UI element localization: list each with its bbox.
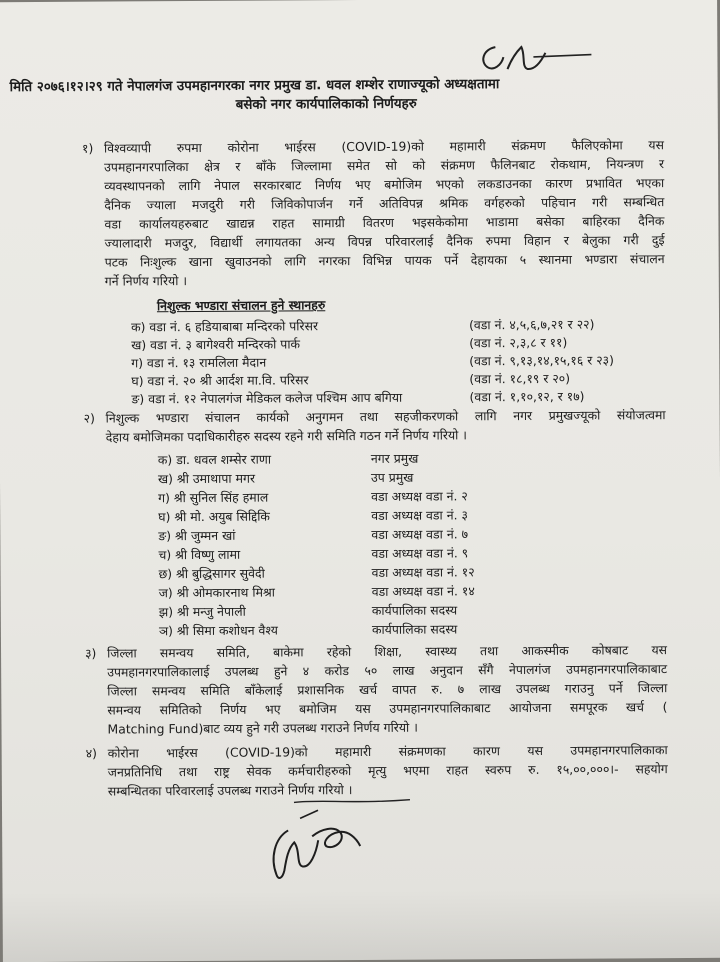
decision-text-line: व्यवस्थापनको लागि नेपाल सरकारबाट निर्णय भए बमोजिम भएको लकडाउनका कारण प्रभावित भएका xyxy=(104,175,665,194)
member-name: झ) श्री मन्जु नेपाली xyxy=(158,603,246,620)
decision-number: ३) xyxy=(85,645,97,661)
decision-text-line: दैनिक ज्याला मजदुरी गरी जिविकोपार्जन गर्ने अतिविपन्न श्रमिक वर्गहरुको पहिचान गरी सम्बन्धित xyxy=(104,194,665,213)
bottom-signature xyxy=(260,808,370,889)
decision-number: २) xyxy=(83,410,95,426)
member-name: ङ) श्री जुम्मन खां xyxy=(158,527,236,544)
decision-text-line: उपमहानगरपालिकालाई उपलब्ध हुने ४ करोड ५० लाख अनुदान सँगै नेपालगंज उपमहानगरपालिकाबाट xyxy=(107,661,668,680)
page-shadow xyxy=(3,888,720,962)
member-role: वडा अध्यक्ष वडा नं. ३ xyxy=(371,507,468,523)
member-role: नगर प्रमुख xyxy=(370,450,419,466)
document-title-line-1: मिति २०७६।१२।२९ गते नेपालगंज उपमहानगरका नगर प्रमुख डा. धवल शम्शेर राणाज्यूको अध्यक्षतामा xyxy=(9,77,500,96)
member-role: वडा अध्यक्ष वडा नं. २ xyxy=(371,488,468,504)
member-role: वडा अध्यक्ष वडा नं. १४ xyxy=(371,583,475,599)
locations-subheading: निशुल्क भण्डारा संचालन हुने स्थानहरु xyxy=(156,297,326,314)
location-item: ग) वडा नं. १३ रामलिला मैदान xyxy=(131,354,267,371)
member-name: क) डा. धवल शम्सेर राणा xyxy=(157,451,272,468)
location-wards: (वडा नं. ९,१३,१४,१५,१६ र २३) xyxy=(469,352,614,369)
decision-text-line: कोरोना भाईरस (COVID-19)को महामारी संक्रमणका कारण यस उपमहानगरपालिकाका xyxy=(107,742,668,761)
document-title-line-2: बसेको नगर कार्यपालिकाको निर्णयहरु xyxy=(235,96,417,113)
location-item: क) वडा नं. ६ हडियाबाबा मन्दिरको परिसर xyxy=(131,318,319,335)
member-role: कार्यपालिका सदस्य xyxy=(371,602,458,618)
member-role: वडा अध्यक्ष वडा नं. १२ xyxy=(371,564,475,580)
decision-text-line: विश्वव्यापी रुपमा कोरोना भाईरस (COVID-19)को महामारी संक्रमण फैलिएकोमा यस xyxy=(103,137,665,156)
decision-text-line: निशुल्क भण्डारा संचालन कार्यको अनुगमन तथा सहजीकरणको लागि नगर प्रमुखज्यूको संयोजत्वमा xyxy=(105,407,666,426)
decision-text-line: उपमहानगरपालिका क्षेत्र र बाँके जिल्लामा समेत सो को संक्रमण फैलिनबाट रोकथाम, नियन्त्रण र xyxy=(104,156,665,175)
top-signature xyxy=(473,39,603,80)
member-name: घ) श्री मो. अयुब सिद्दिकि xyxy=(158,508,270,525)
decision-text-line: सम्बन्धितका परिवारलाई उपलब्ध गराउने निर्णय गरियो । xyxy=(107,782,353,799)
decision-text-line: जनप्रतिनिधि तथा राष्ट्र सेवक कर्मचारीहरुको मृत्यु भएमा राहत स्वरुप रु. १५,००,०००।- सहयोग xyxy=(107,761,668,780)
decision-text-line: जिल्ला समन्वय समिति, बाकेमा रहेको शिक्षा, स्वास्थ्य तथा आकस्मीक कोषबाट यस xyxy=(107,642,668,661)
member-name: ज) श्री ओमकारनाथ मिश्रा xyxy=(158,584,276,601)
decision-text-line: Matching Fund)बाट व्यय हुने गरी उपलब्ध गराउने निर्णय गरियो । xyxy=(107,719,418,737)
decision-number: ४) xyxy=(85,745,97,761)
decision-text-line: ज्यालादारी मजदुर, विद्यार्थी लगायतका अन्य विपन्न परिवारलाई दैनिक रुपमा विहान र बेलुका गरी दुई xyxy=(104,232,665,251)
location-wards: (वडा नं. १८,१९ र २०) xyxy=(469,370,571,387)
location-item: घ) वडा नं. २० श्री आर्दश मा.वि. परिसर xyxy=(131,372,309,389)
location-item: ख) वडा नं. ३ बागेश्वरी मन्दिरको पार्क xyxy=(131,336,301,353)
location-wards: (वडा नं. ४,५,६,७,२१ र २२) xyxy=(469,316,595,333)
member-name: छ) श्री बुद्धिसागर सुवेदी xyxy=(158,565,265,582)
decision-text-line: वडा कार्यालयहरुबाट खाद्यन्न राहत सामाग्री वितरण भइसकेकोमा भाडामा बसेका बाहिरका दैनिक xyxy=(104,213,665,232)
decision-text-line: पटक निःशुल्क खाना खुवाउनको लागि नगरका विभिन्न पायक पर्ने देहायका ५ स्थानमा भण्डारा संचालन xyxy=(104,251,665,270)
member-role: वडा अध्यक्ष वडा नं. ७ xyxy=(371,526,469,542)
decision-number: १) xyxy=(81,140,94,156)
decision-text-line: समन्वय समितिको निर्णय भए बमोजिम यस उपमहानगरपालिकाबाट आयोजना समपूरक खर्च ( xyxy=(107,699,668,718)
location-wards: (वडा नं. २,३,८ र ११) xyxy=(469,334,568,351)
member-name: च) श्री विष्णु लामा xyxy=(158,546,241,563)
decision-text-line: देहाय बमोजिमका पदाधिकारीहरु सदस्य रहने गरी समिति गठन गर्ने निर्णय गरियो । xyxy=(105,427,468,445)
member-role: कार्यपालिका सदस्य xyxy=(371,621,458,637)
member-name: ख) श्री उमाथापा मगर xyxy=(157,470,256,487)
location-wards: (वडा नं. १,१०,१२, र १७) xyxy=(469,388,585,405)
decision-text-line: जिल्ला समन्वय समिति बाँकेलाई प्रशासनिक खर्च वापत रु. ७ लाख उपलब्ध गराउनु पर्ने जिल्ला xyxy=(107,680,668,699)
member-name: ग) श्री सुनिल सिंह हमाल xyxy=(158,489,269,506)
member-role: वडा अध्यक्ष वडा नं. ९ xyxy=(371,545,469,561)
member-name: ञ) श्री सिमा कशोधन वैश्य xyxy=(158,622,278,639)
member-role: उप प्रमुख xyxy=(370,469,414,485)
underline-scribble xyxy=(292,796,412,809)
decision-text-line: गर्ने निर्णय गरियो । xyxy=(104,273,188,289)
location-item: ङ) वडा नं. १२ नेपालगंज मेडिकल कलेज पश्चिम आप बगिया xyxy=(131,389,403,407)
